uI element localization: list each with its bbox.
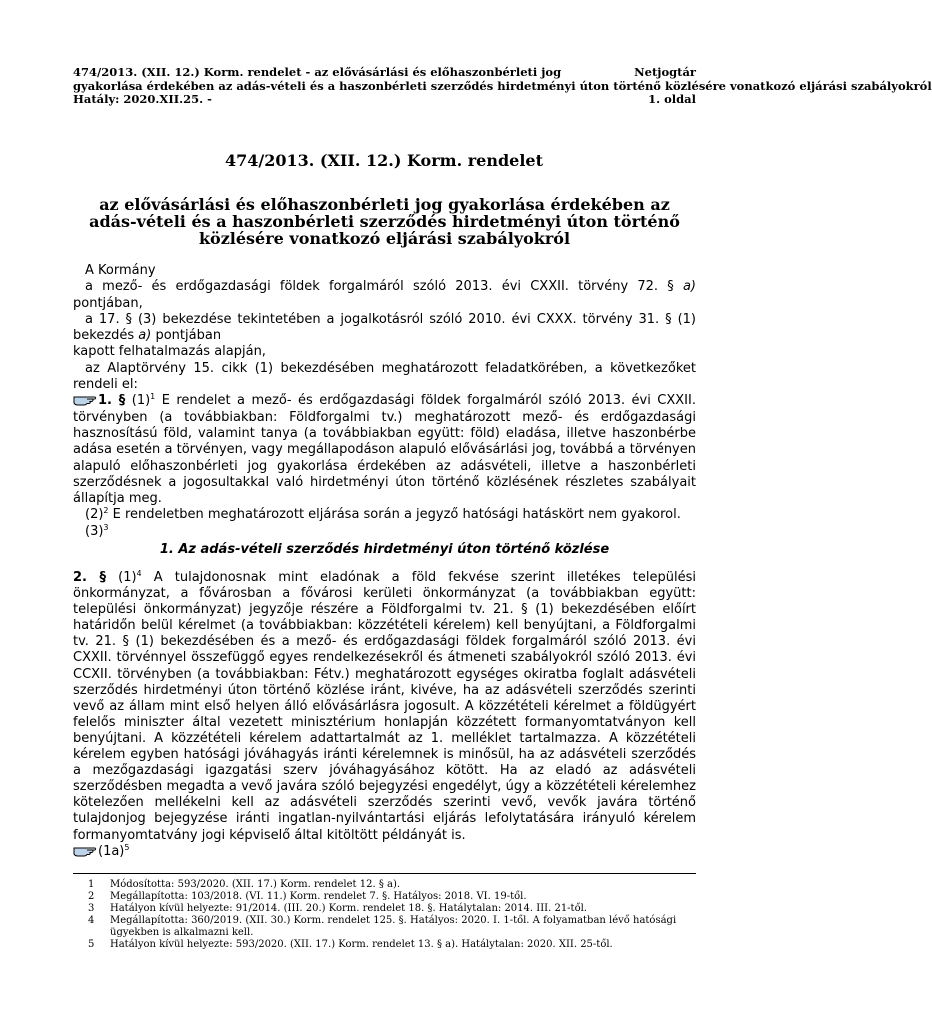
footnote-text: Módosította: 593/2020. (XII. 17.) Korm. rendelet 12. § a). bbox=[110, 879, 401, 890]
paragraph-1-subsection-1: 1. § $(1)^1$ E rendelet a mező- és erdőgazdasági földek forgalmáról szóló 2013. évi CXXII. törvényben (a továbbiakban: Földforgalmi tv.) meghatározott mező- és erdőgazdasági hasznosítású föld, valamint tanya (a továbbiakban együtt: föld) eladása, illetve haszonbérbe adása esetén a törvényen, vagy megállapodáson alapuló elővásárlási jog, továbbá a törvényen alapuló előhaszonbérleti jog gyakorlása érdekében az adásvételi, illetve a haszonbérleti szerződésnek a jogosultakkal való hirdetményi úton történő közlésének részletes szabályait állapítja meg. bbox=[73, 392, 696, 507]
footnote-item bbox=[73, 903, 696, 915]
footnote-number: 3 bbox=[88, 903, 95, 914]
footnote-ref-2[interactable]: 2 bbox=[103, 506, 109, 516]
document-body-preamble bbox=[73, 263, 696, 540]
footnote-text: Megállapította: 360/2019. (XII. 30.) Korm. rendelet 125. §. Hatályos: 2020. I. 1-től. A folyamatban lévő hatósági ügyekben is alkalmazni kell. bbox=[110, 915, 677, 938]
preamble-authorization-1: a mező- és erdőgazdasági földek forgalmáról szóló 2013. évi CXXII. törvény 72. § a) pontjában, bbox=[73, 279, 696, 311]
preamble-kormany: A Kormány bbox=[85, 263, 156, 278]
header-publisher: Netjogtár bbox=[634, 65, 696, 79]
paragraph-1-subsection-2: $(2)^2$ E rendeletben meghatározott eljárása során a jegyző hatósági hatáskört nem gyakorol. bbox=[85, 506, 681, 523]
footnote-ref-3[interactable]: 3 bbox=[103, 522, 109, 532]
header-line-1 bbox=[73, 66, 696, 80]
document-subtitle: az elővásárlási és előhaszonbérleti jog gyakorlása érdekében az adás-vételi és a haszonbérleti szerződés hirdetményi úton történő közlésére vonatkozó eljárási szabályokról bbox=[89, 195, 680, 248]
footnote-number: 4 bbox=[88, 915, 95, 926]
footnote-text: Megállapította: 103/2018. (VI. 11.) Korm. rendelet 7. §. Hatályos: 2018. VI. 19-től. bbox=[110, 891, 527, 902]
footnote-divider bbox=[73, 873, 696, 874]
header-line-2 bbox=[73, 78, 932, 94]
footnotes bbox=[73, 879, 696, 951]
footnote-ref-4[interactable]: 4 bbox=[136, 569, 142, 578]
document-title: 474/2013. (XII. 12.) Korm. rendelet bbox=[225, 151, 543, 170]
paragraph-1-label: 1. § bbox=[98, 393, 126, 409]
pointing-hand-icon[interactable] bbox=[73, 844, 97, 857]
preamble-authorization-2: a 17. § (3) bekezdése tekintetében a jogalkotásról szóló 2010. évi CXXX. törvény 31. § (1) bekezdés a) pontjában bbox=[73, 311, 696, 344]
footnote-item bbox=[73, 915, 696, 939]
section-1-heading: 1. Az adás-vételi szerződés hirdetményi úton történő közlése bbox=[159, 542, 610, 557]
header-act-title-continued: gyakorlása érdekében az adás-vételi és a haszonbérleti szerződés hirdetményi úton történő közlésére vonatkozó eljárási szabályokról bbox=[73, 78, 932, 93]
footnote-text: Hatályon kívül helyezte: 91/2014. (III. 20.) Korm. rendelet 18. §. Hatálytalan: 2014. III. 21-től. bbox=[110, 903, 587, 914]
header-page-number: 1. oldal bbox=[648, 92, 696, 106]
preamble-constitutional-basis: az Alaptörvény 15. cikk (1) bekezdésében meghatározott feladatkörében, a következőket rendeli el: bbox=[73, 360, 696, 393]
footnote-number: 5 bbox=[88, 939, 95, 950]
footnote-item bbox=[73, 939, 696, 951]
paragraph-2-subsection-1a: $(1a)^5$ bbox=[73, 844, 696, 860]
footnote-text: Hatályon kívül helyezte: 593/2020. (XII. 17.) Korm. rendelet 13. § a). Hatálytalan: 2020. XII. 25-től. bbox=[110, 939, 613, 950]
footnote-number: 1 bbox=[88, 879, 95, 890]
header-line-3 bbox=[73, 93, 696, 107]
paragraph-1-subsection-3: $(3)^3$ bbox=[85, 522, 109, 539]
preamble-authorization-basis: kapott felhatalmazás alapján, bbox=[73, 344, 266, 360]
document-body-section-1 bbox=[73, 570, 696, 860]
footnote-number: 2 bbox=[88, 891, 95, 902]
header-act-reference: 474/2013. (XII. 12.) Korm. rendelet - az elővásárlási és előhaszonbérleti jog bbox=[73, 65, 562, 79]
footnote-item bbox=[73, 879, 696, 891]
header-effective-date: Hatály: 2020.XII.25. - bbox=[73, 92, 212, 106]
paragraph-2-label: 2. § bbox=[73, 570, 106, 585]
paragraph-2-subsection-1: 2. § $(1)^4$ A tulajdonosnak mint eladónak a föld fekvése szerint illetékes települési önkormányzat, a fővárosban a fővárosi kerületi önkormányzat (a továbbiakban együtt: települési önkormányzat) jegyzője részére a Földforgalmi tv. 21. § (1) bekezdésében előírt határidőn belül kérelmet (a továbbiakban: közzétételi kérelem) kell benyújtani, a Földforgalmi tv. 21. § (1) bekezdésében és a mező- és erdőgazdasági földek forgalmáról szóló 2013. évi CXXII. törvénnyel összefüggő egyes rendelkezésekről és átmeneti szabályokról szóló 2013. évi CCXII. törvényben (a továbbiakban: Fétv.) meghatározott egységes okiratba foglalt adásvételi szerződés hirdetményi úton történő közlése iránt, kivéve, ha az adásvételi szerződés szerinti vevő az állam mint első helyen álló elővásárlásra jogosult. A közzétételi kérelmet a földügyért felelős miniszter által vezetett minisztérium honlapján közzétett formanyomtatványon kell benyújtani. A közzétételi kérelem adattartalmát az 1. melléklet tartalmazza. A közzétételi kérelem egyben hatósági jóváhagyás iránti kérelemnek is minősül, ha az adásvételi szerződés a mezőgazdasági igazgatási szerv jóváhagyásához kötött. Ha az eladó az adásvételi szerződésben megadta a vevő javára szóló bejegyzési engedélyt, úgy a közzétételi kérelemhez kötelezően mellékelni kell az adásvételi szerződés szerinti vevő, vevők javára történő tulajdonjog bejegyzése iránti ingatlan-nyilvántartási eljárás lefolytatására irányuló kérelem formanyomtatvány jogi képviselő által kitöltött példányát is. bbox=[73, 569, 697, 843]
running-header bbox=[73, 65, 932, 107]
footnote-ref-1[interactable]: 1 bbox=[150, 392, 156, 402]
pointing-hand-icon[interactable] bbox=[73, 393, 97, 406]
footnote-item bbox=[73, 891, 696, 903]
footnote-ref-5[interactable]: 5 bbox=[124, 842, 130, 852]
